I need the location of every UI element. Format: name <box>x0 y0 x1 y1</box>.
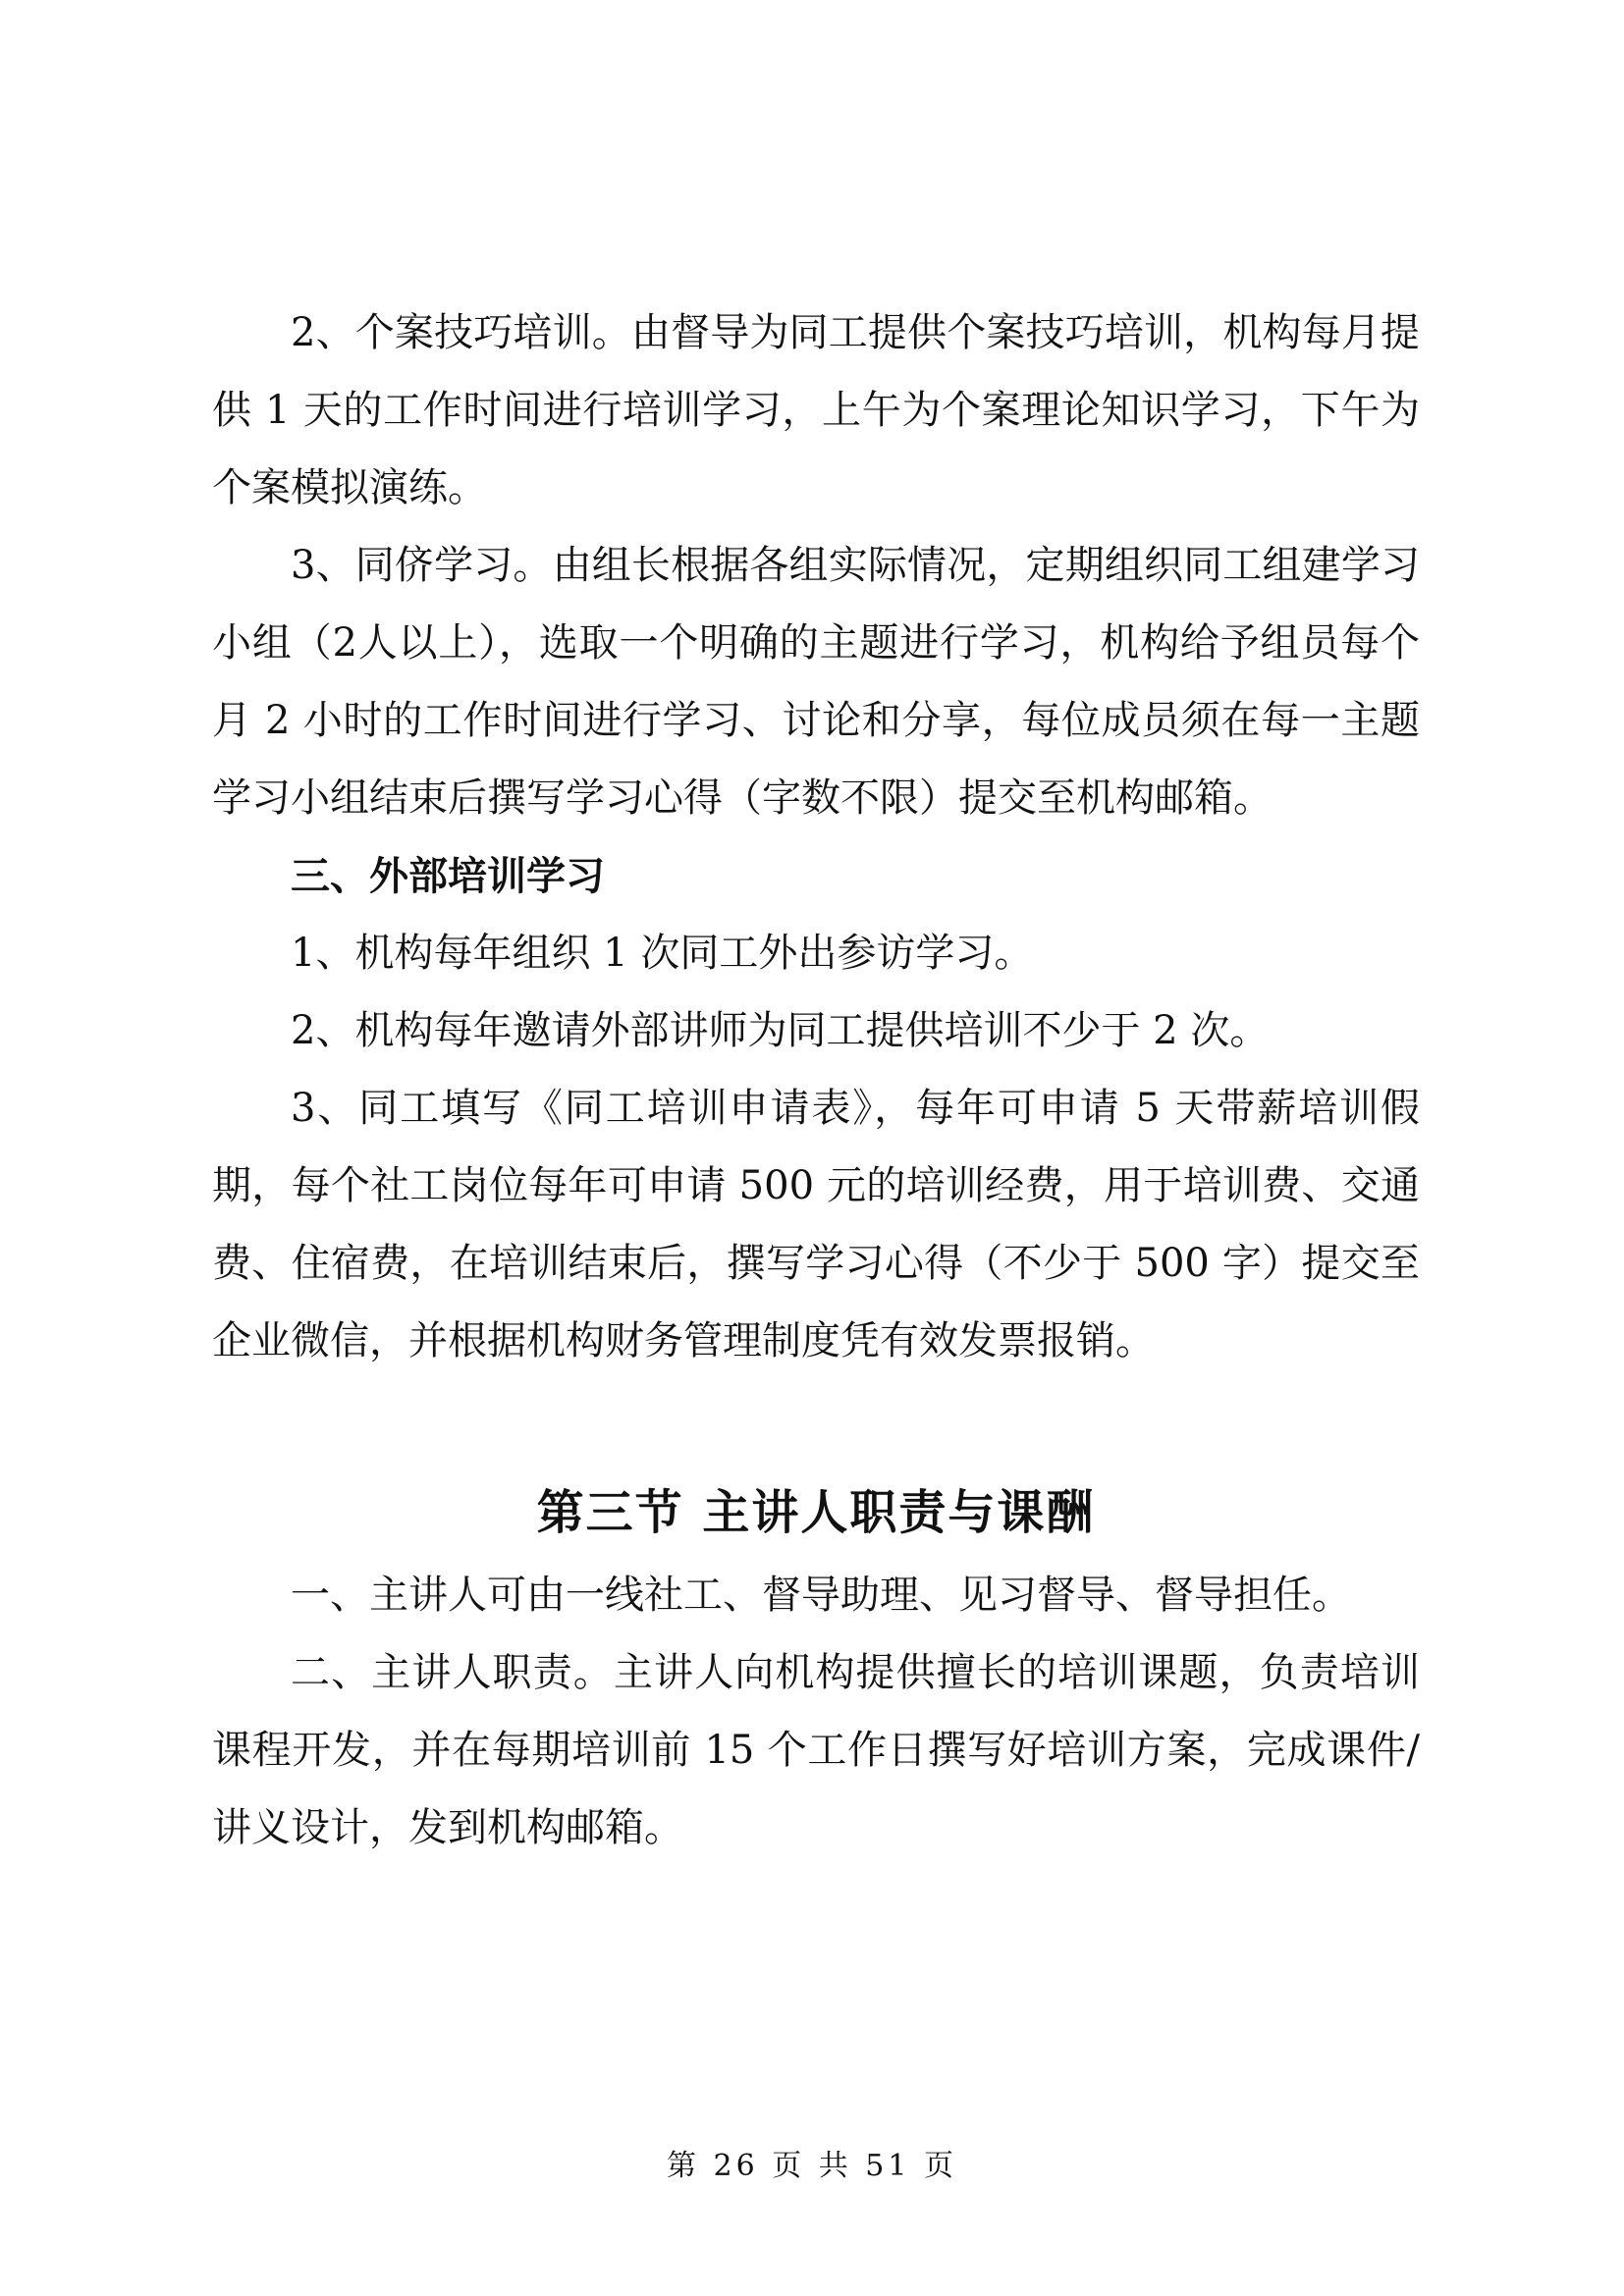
paragraph-external-lecturer: 2、机构每年邀请外部讲师为同工提供培训不少于 2 次。 <box>291 1008 1270 1053</box>
paragraph-lecturer-eligibility: 一、主讲人可由一线社工、督导助理、见习督导、督导担任。 <box>291 1573 1351 1618</box>
paragraph-peer-learning: 3、同侪学习。由组长根据各组实际情况，定期组织同工组建学习小组（2人以上），选取一个明确的主题进行学习，机构给予组员每个月 2 小时的工作时间进行学习、讨论和分享，每位成员须在每一主题学习小组结束后撰写学习心得（字数不限）提交至机构邮箱。 <box>212 543 1420 821</box>
paragraph-training-application: 3、同工填写《同工培训申请表》，每年可申请 5 天带薪培训假期，每个社工岗位每年可申请 500 元的培训经费，用于培训费、交通费、住宿费，在培训结束后，撰写学习心得（不少于 500 字）提交至企业微信，并根据机构财务管理制度凭有效发票报销。 <box>212 1086 1420 1363</box>
page-number-footer: 第 26 页 共 51 页 <box>666 2149 958 2183</box>
paragraph-lecturer-duties: 二、主讲人职责。主讲人向机构提供擅长的培训课题，负责培训课程开发，并在每期培训前 15 个工作日撰写好培训方案，完成课件/讲义设计，发到机构邮箱。 <box>212 1650 1420 1850</box>
section-title: 第三节 主讲人职责与课酬 <box>536 1485 1096 1540</box>
paragraph-case-skills-training: 2、个案技巧培训。由督导为同工提供个案技巧培训，机构每月提供 1 天的工作时间进行培训学习，上午为个案理论知识学习，下午为个案模拟演练。 <box>212 310 1420 510</box>
paragraph-external-visit: 1、机构每年组织 1 次同工外出参访学习。 <box>291 931 1034 976</box>
document-body <box>212 294 1420 1867</box>
section-spacer <box>212 1380 1420 1468</box>
heading-external-training: 三、外部培训学习 <box>291 853 605 899</box>
